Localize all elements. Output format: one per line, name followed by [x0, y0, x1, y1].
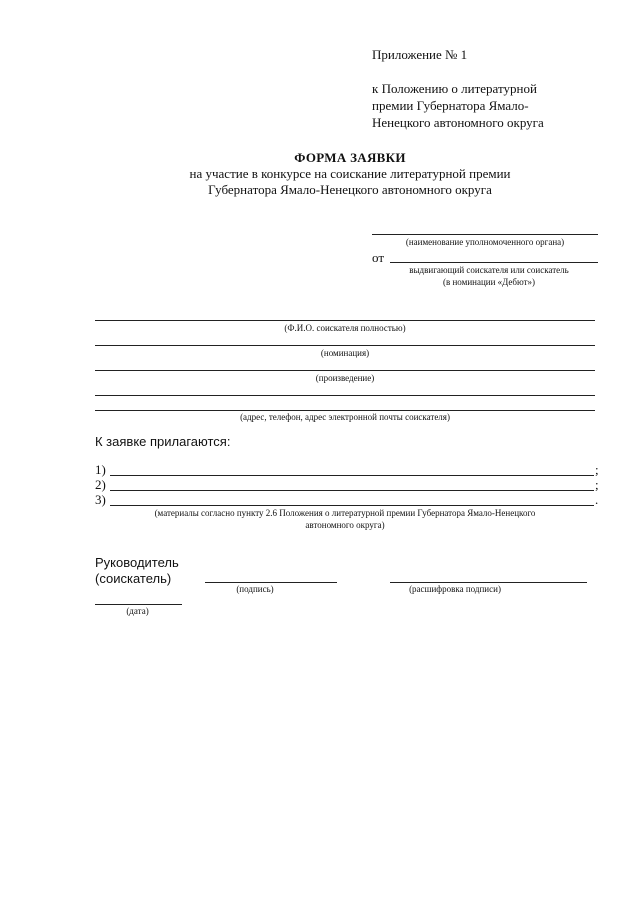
authority-name-line[interactable]	[372, 234, 598, 235]
form-subtitle	[0, 166, 640, 198]
signatory-role	[95, 555, 179, 587]
applicant-name-line[interactable]	[95, 320, 595, 321]
applicant-name-caption: (Ф.И.О. соискателя полностью)	[284, 323, 406, 333]
attachment-item-1-number: 1)	[95, 462, 106, 477]
work-caption: (произведение)	[315, 373, 375, 383]
attachment-item-3-number: 3)	[95, 492, 106, 507]
date-caption: (дата)	[126, 606, 149, 616]
date-line[interactable]	[95, 604, 182, 605]
signatory-role-line: (соискатель)	[95, 571, 172, 586]
form-subtitle-line: на участие в конкурсе на соискание литературной премии	[189, 166, 511, 181]
nomination-caption: (номинация)	[320, 348, 370, 358]
nomination-line[interactable]	[95, 345, 595, 346]
signatory-role-line: Руководитель	[95, 555, 179, 570]
contacts-line-2[interactable]	[95, 410, 595, 411]
appendix-reference-line: Ненецкого автономного округа	[372, 115, 544, 130]
nominator-caption-line: (в номинации «Дебют»)	[442, 277, 536, 287]
appendix-reference-line: к Положению о литературной	[372, 81, 537, 96]
attachments-caption-line: (материалы согласно пункту 2.6 Положения о литературной премии Губернатора Ямало-Ненецкого	[154, 508, 536, 518]
attachment-item-3-end: .	[595, 492, 599, 507]
appendix-reference	[372, 80, 544, 131]
authority-name-caption: (наименование уполномоченного органа)	[405, 237, 565, 247]
attachment-item-1-end: ;	[595, 462, 599, 477]
attachment-item-2-line[interactable]	[110, 490, 594, 491]
appendix-reference-line: премии Губернатора Ямало-	[372, 98, 529, 113]
from-label: от	[372, 250, 385, 265]
nominator-caption	[380, 264, 598, 288]
attachment-item-2-end: ;	[595, 477, 599, 492]
attachments-heading: К заявке прилагаются:	[95, 434, 231, 449]
form-subtitle-line: Губернатора Ямало-Ненецкого автономного округа	[208, 182, 492, 197]
contacts-caption: (адрес, телефон, адрес электронной почты соискателя)	[240, 412, 450, 422]
appendix-number: Приложение № 1	[372, 47, 468, 62]
signature-decode-line[interactable]	[390, 582, 587, 583]
nominator-caption-line: выдвигающий соискателя или соискатель	[409, 265, 569, 275]
attachment-item-2-number: 2)	[95, 477, 106, 492]
nominator-line[interactable]	[390, 262, 598, 263]
signature-caption: (подпись)	[236, 584, 274, 594]
signature-line[interactable]	[205, 582, 337, 583]
signature-decode-caption: (расшифровка подписи)	[409, 584, 501, 594]
attachment-item-3-line[interactable]	[110, 505, 594, 506]
form-title: ФОРМА ЗАЯВКИ	[294, 150, 406, 165]
attachments-caption-line: автономного округа)	[305, 520, 385, 530]
work-line[interactable]	[95, 370, 595, 371]
attachments-caption	[95, 507, 595, 531]
contacts-line-1[interactable]	[95, 395, 595, 396]
attachment-item-1-line[interactable]	[110, 475, 594, 476]
